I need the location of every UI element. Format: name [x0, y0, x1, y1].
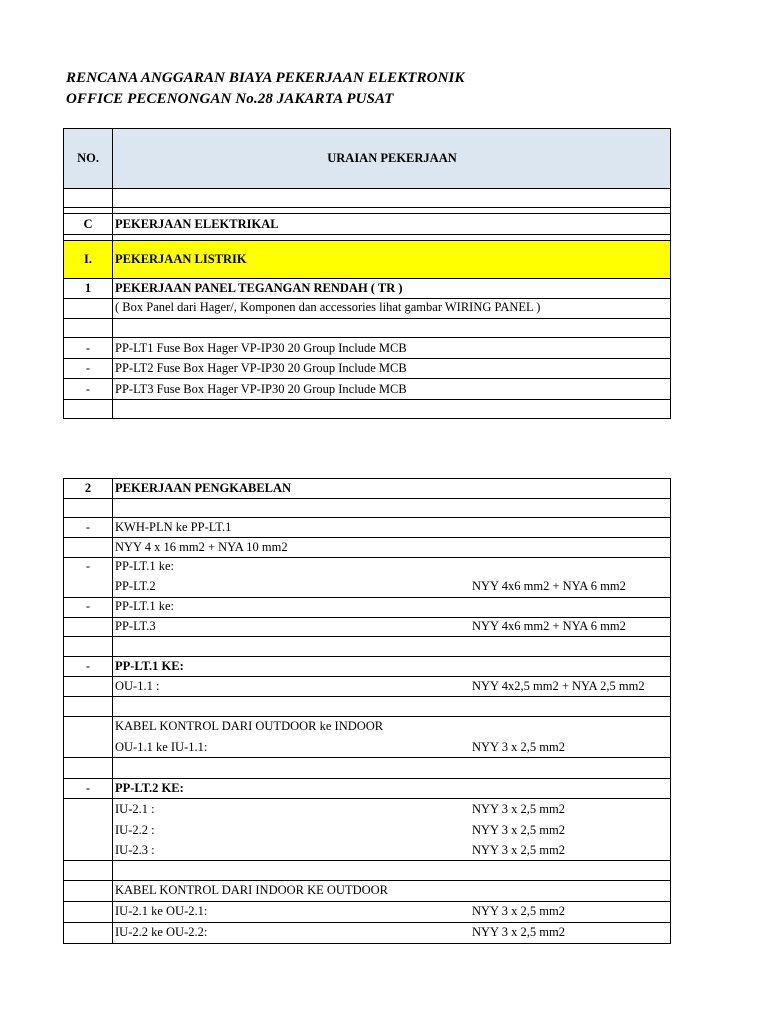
item-desc: PP-LT.1 KE:: [115, 659, 184, 673]
row-no: -: [85, 599, 91, 613]
item-spec: NYY 4x6 mm2 + NYA 6 mm2: [472, 579, 626, 593]
item-spec: NYY 3 x 2,5 mm2: [472, 904, 565, 918]
item-desc: PP-LT1 Fuse Box Hager VP-IP30 20 Group Include MCB: [115, 341, 407, 355]
row-no: -: [85, 520, 91, 534]
item-desc: PP-LT.2: [115, 579, 156, 593]
row-no: -: [85, 361, 91, 375]
item-desc: OU-1.1 :: [115, 679, 160, 693]
item-desc: PP-LT3 Fuse Box Hager VP-IP30 20 Group Include MCB: [115, 382, 407, 396]
row-no: -: [85, 781, 91, 795]
document-title: RENCANA ANGGARAN BIAYA PEKERJAAN ELEKTRONIK: [66, 70, 465, 86]
item-title: PEKERJAAN PANEL TEGANGAN RENDAH ( TR ): [115, 281, 403, 295]
item-desc: IU-2.1 ke OU-2.1:: [115, 904, 208, 918]
item-note: ( Box Panel dari Hager/, Komponen dan accessories lihat gambar WIRING PANEL ): [115, 300, 541, 314]
item-desc: KABEL KONTROL DARI INDOOR KE OUTDOOR: [115, 883, 389, 897]
item-desc: PP-LT.3: [115, 619, 156, 633]
item-desc: PP-LT2 Fuse Box Hager VP-IP30 20 Group Include MCB: [115, 361, 407, 375]
item-spec: NYY 3 x 2,5 mm2: [472, 802, 565, 816]
item-spec: NYY 4x6 mm2 + NYA 6 mm2: [472, 619, 626, 633]
item-spec: NYY 3 x 2,5 mm2: [472, 823, 565, 837]
item-title: PEKERJAAN PENGKABELAN: [115, 481, 292, 495]
row-no: -: [85, 659, 91, 673]
item-desc: IU-2.2 ke OU-2.2:: [115, 925, 208, 939]
item-desc: PP-LT.1 ke:: [115, 559, 175, 573]
item-spec: NYY 3 x 2,5 mm2: [472, 925, 565, 939]
item-spec: NYY 4x2,5 mm2 + NYA 2,5 mm2: [472, 679, 645, 693]
section-title: PEKERJAAN LISTRIK: [115, 252, 247, 266]
row-no: 2: [84, 481, 92, 495]
document-subtitle: OFFICE PECENONGAN No.28 JAKARTA PUSAT: [66, 91, 394, 107]
item-desc: IU-2.1 :: [115, 802, 155, 816]
budget-table: [63, 128, 671, 948]
item-desc: OU-1.1 ke IU-1.1:: [115, 740, 208, 754]
item-desc: NYY 4 x 16 mm2 + NYA 10 mm2: [115, 540, 288, 554]
section-title: PEKERJAAN ELEKTRIKAL: [115, 217, 279, 231]
item-desc: PP-LT.2 KE:: [115, 781, 184, 795]
item-desc: IU-2.2 :: [115, 823, 155, 837]
row-no: -: [85, 341, 91, 355]
header-no: NO.: [77, 151, 99, 165]
row-no: 1: [84, 281, 92, 295]
item-spec: NYY 3 x 2,5 mm2: [472, 740, 565, 754]
header-uraian: URAIAN PEKERJAAN: [327, 151, 457, 165]
row-no: C: [83, 217, 93, 231]
item-spec: NYY 3 x 2,5 mm2: [472, 843, 565, 857]
item-desc: KABEL KONTROL DARI OUTDOOR ke INDOOR: [115, 719, 384, 733]
row-no: -: [85, 382, 91, 396]
row-no: I.: [84, 252, 92, 266]
item-desc: IU-2.3 :: [115, 843, 155, 857]
item-desc: PP-LT.1 ke:: [115, 599, 175, 613]
row-no: -: [85, 559, 91, 573]
item-desc: KWH-PLN ke PP-LT.1: [115, 520, 232, 534]
